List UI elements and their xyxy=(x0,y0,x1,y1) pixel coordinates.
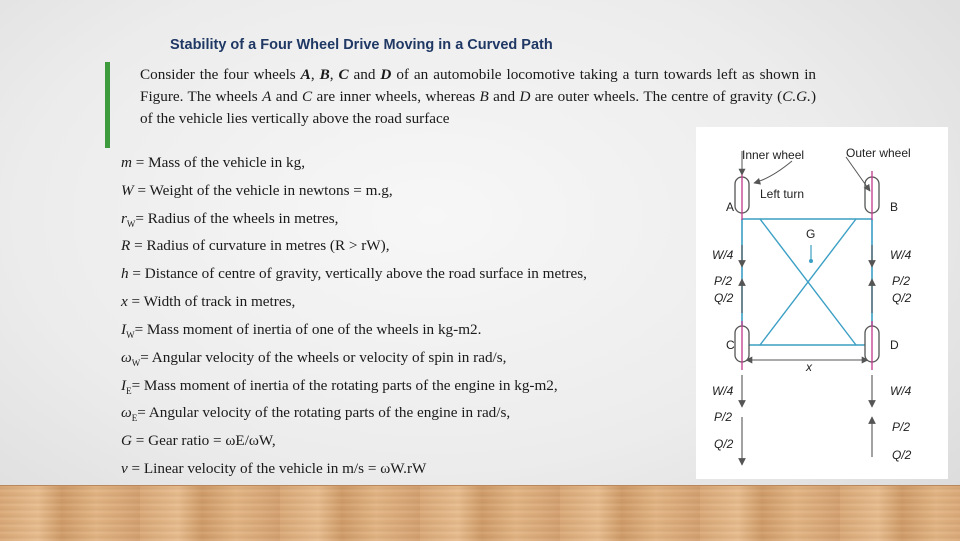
wheel-b-ref: B xyxy=(319,66,330,83)
force-label-c-w4: W/4 xyxy=(712,384,734,398)
slide-title: Stability of a Four Wheel Drive Moving in a Curved Path xyxy=(170,37,553,53)
force-label-c-q2: Q/2 xyxy=(714,437,734,451)
intro-text: , xyxy=(329,66,339,83)
track-width-label: x xyxy=(806,360,812,374)
force-label-d-q2: Q/2 xyxy=(892,448,912,462)
intro-text: ) of the vehicle lies vertically above the road surface xyxy=(140,88,816,127)
intro-text: , xyxy=(310,66,320,83)
definition-item: $r_W=$ Radius of the wheels in metres, xyxy=(121,209,339,229)
force-label-a-q2: Q/2 xyxy=(714,291,734,305)
intro-paragraph xyxy=(140,64,816,130)
wheel-d-ref: D xyxy=(380,66,392,83)
definition-item: m = Mass of the vehicle in kg, xyxy=(121,154,306,171)
cg-point xyxy=(809,259,813,263)
definition-item: x = Width of track in metres, xyxy=(121,293,296,311)
definition-item: R = Radius of curvature in metres (R > rW), xyxy=(121,237,390,255)
definition-item: $I_E=$ Mass moment of inertia of the rotating parts of the engine in kg-m2, xyxy=(121,376,558,396)
outer-wheel-pointer xyxy=(846,157,870,191)
definition-item: G = Gear ratio = ωE/ωW, xyxy=(121,432,276,450)
wheel-a-label: A xyxy=(726,200,735,214)
force-label-a-p2: P/2 xyxy=(714,274,733,288)
wheel-a-ref: A xyxy=(300,66,311,83)
inner-wheel-label: Inner wheel xyxy=(742,148,805,162)
force-label-b-w4: W/4 xyxy=(890,248,912,262)
intro-text: and xyxy=(488,88,520,105)
wheel-a-ref: A xyxy=(262,88,272,105)
cg-ref: C.G. xyxy=(782,88,811,105)
definition-item: $I_W=$ Mass moment of inertia of one of the wheels in kg-m2. xyxy=(121,320,482,340)
intro-text: are inner wheels, whereas xyxy=(312,88,480,105)
left-turn-label: Left turn xyxy=(760,187,805,201)
intro-text: are outer wheels. The centre of gravity ( xyxy=(530,88,783,105)
wheel-d-ref: D xyxy=(519,88,531,105)
intro-text: Consider the four wheels xyxy=(140,66,301,83)
wheel-c-ref: C xyxy=(302,88,313,105)
cg-label: G xyxy=(806,227,816,241)
definition-item: W = Weight of the vehicle in newtons = m.g, xyxy=(121,181,393,199)
definition-item: h = Distance of centre of gravity, vertically above the road surface in metres, xyxy=(121,265,587,283)
wheel-c-ref: C xyxy=(338,66,349,83)
definition-item: $\omega_W=$ Angular velocity of the wheels or velocity of spin in rad/s, xyxy=(121,348,507,368)
definitions-list xyxy=(121,152,587,486)
vehicle-force-diagram xyxy=(696,127,948,479)
wheel-b-ref: B xyxy=(479,88,489,105)
force-label-b-p2: P/2 xyxy=(892,274,911,288)
intro-text: of an automobile locomotive taking a turn towards left as shown in Figure. The wheels xyxy=(140,66,817,105)
wheel-c-label: C xyxy=(726,338,735,352)
force-label-d-p2: P/2 xyxy=(892,420,911,434)
force-label-c-p2: P/2 xyxy=(714,410,733,424)
accent-bar xyxy=(105,62,110,148)
force-label-a-w4: W/4 xyxy=(712,248,734,262)
intro-text: and xyxy=(271,88,303,105)
definition-item: v = Linear velocity of the vehicle in m/s = ωW.rW xyxy=(121,460,427,478)
wheel-d-label: D xyxy=(890,338,899,352)
wood-floor-background xyxy=(0,485,960,541)
outer-wheel-label: Outer wheel xyxy=(846,146,911,160)
force-label-b-q2: Q/2 xyxy=(892,291,912,305)
definition-item: $\omega_E=$ Angular velocity of the rotating parts of the engine in rad/s, xyxy=(121,404,511,424)
force-label-d-w4: W/4 xyxy=(890,384,912,398)
intro-text: and xyxy=(348,66,381,83)
wheel-b-label: B xyxy=(890,200,899,214)
left-turn-arrow xyxy=(754,161,792,183)
